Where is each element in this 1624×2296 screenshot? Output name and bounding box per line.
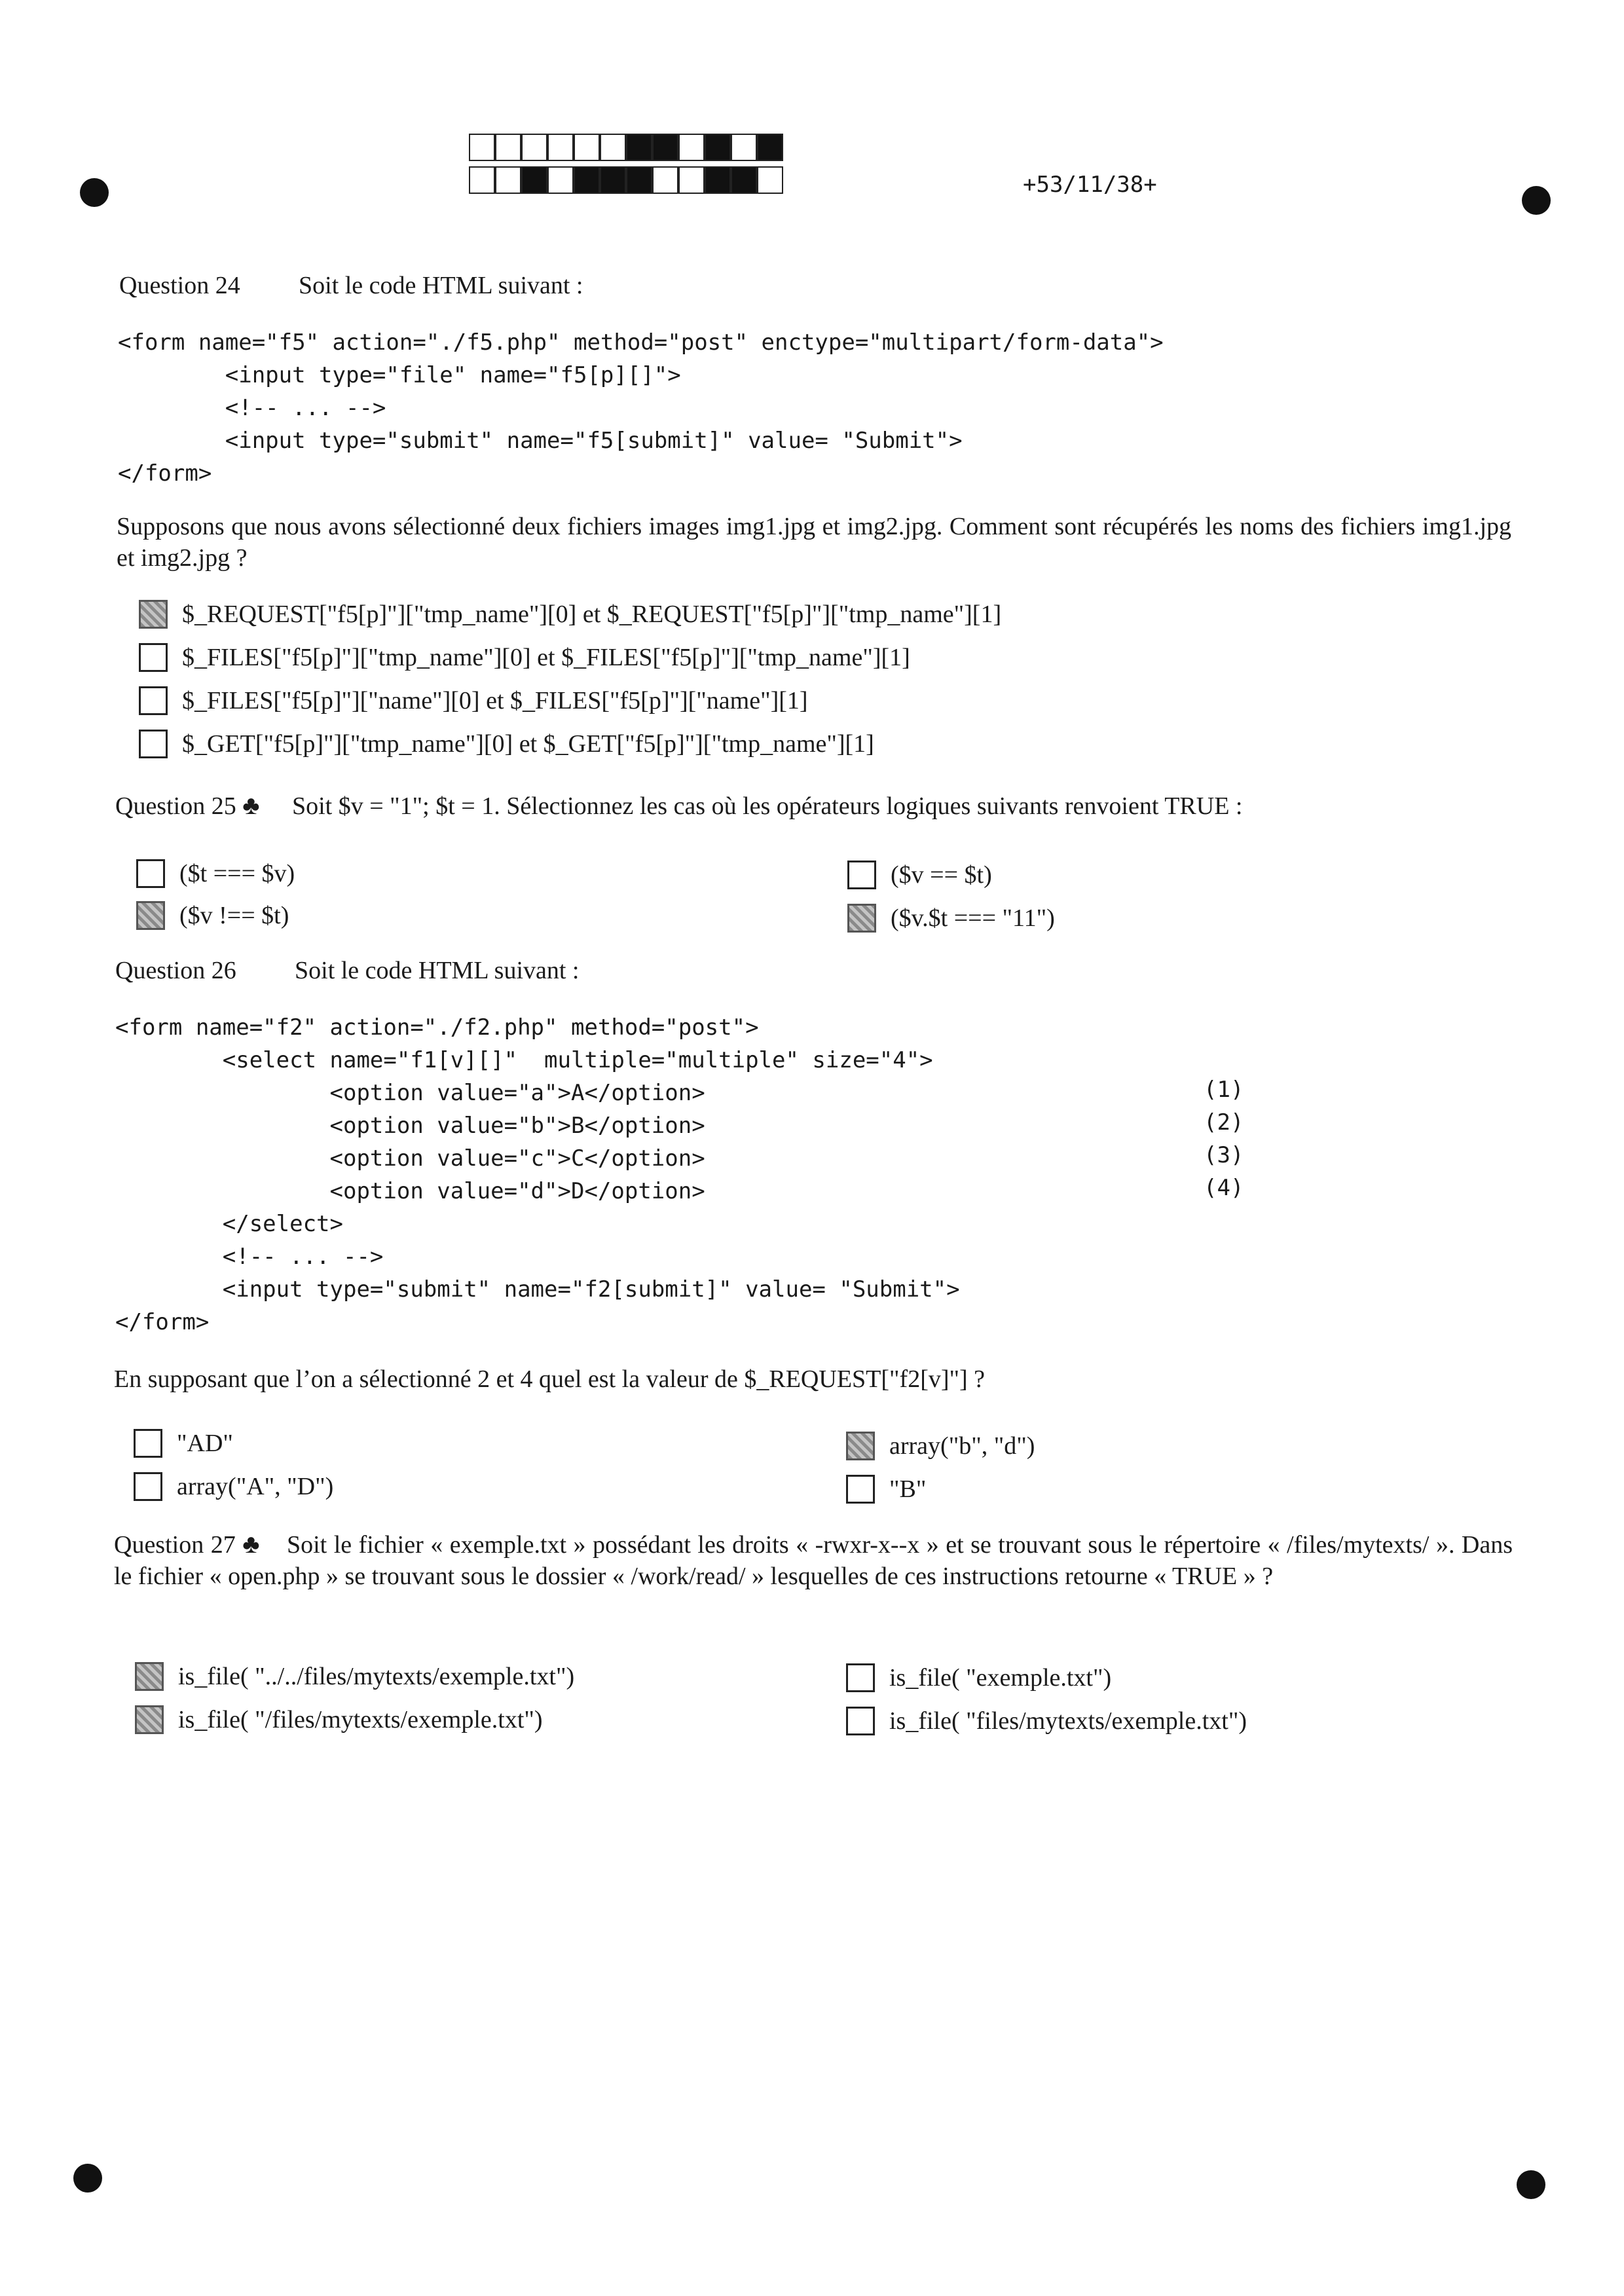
answer-option[interactable] bbox=[139, 682, 808, 719]
answer-option-label: ($v == $t) bbox=[891, 861, 992, 889]
question-25-label: Question 25 bbox=[115, 792, 236, 820]
code-line: <input type="submit" name="f2[submit]" value= "Submit"> bbox=[115, 1276, 960, 1303]
code-line: <!-- ... --> bbox=[118, 395, 386, 421]
code-line: </form> bbox=[118, 460, 212, 487]
answer-checkbox[interactable] bbox=[847, 904, 876, 933]
answer-checkbox[interactable] bbox=[135, 1662, 164, 1691]
question-24-intro: Soit le code HTML suivant : bbox=[299, 272, 583, 299]
answer-checkbox[interactable] bbox=[139, 643, 168, 672]
registration-dot-bottom-left bbox=[73, 2164, 102, 2193]
line-number-label: (4) bbox=[1204, 1175, 1244, 1201]
question-24-label: Question 24 bbox=[119, 272, 240, 299]
barcode-cell bbox=[495, 166, 521, 194]
barcode-cell bbox=[678, 134, 705, 161]
barcode-cell bbox=[469, 166, 495, 194]
line-number-label: (2) bbox=[1204, 1109, 1244, 1136]
barcode-cell bbox=[600, 166, 626, 194]
answer-checkbox[interactable] bbox=[139, 686, 168, 715]
barcode-cell bbox=[626, 166, 652, 194]
answer-option-label: array("A", "D") bbox=[177, 1473, 334, 1500]
question-26-intro: Soit le code HTML suivant : bbox=[295, 957, 580, 984]
answer-option[interactable] bbox=[847, 900, 1055, 936]
barcode-cell bbox=[495, 134, 521, 161]
answer-option-label: is_file( "files/mytexts/exemple.txt") bbox=[889, 1707, 1247, 1735]
code-line: <!-- ... --> bbox=[115, 1244, 384, 1270]
answer-checkbox[interactable] bbox=[846, 1432, 875, 1460]
answer-option[interactable] bbox=[139, 639, 910, 676]
answer-option-label: is_file( "/files/mytexts/exemple.txt") bbox=[178, 1706, 543, 1733]
code-line: <form name="f5" action="./f5.php" method="post" enctype="multipart/form-data"> bbox=[118, 329, 1164, 356]
code-line: <option value="d">D</option> bbox=[115, 1178, 705, 1204]
club-icon: ♣ bbox=[242, 1529, 261, 1559]
code-line: <select name="f1[v][]" multiple="multiple" size="4"> bbox=[115, 1047, 933, 1073]
barcode-cell bbox=[626, 134, 652, 161]
barcode-cell bbox=[731, 166, 757, 194]
answer-option[interactable] bbox=[139, 726, 874, 762]
question-27-text-block bbox=[114, 1528, 1513, 1592]
answer-option-label: ($v !== $t) bbox=[179, 902, 289, 929]
line-number-label: (3) bbox=[1204, 1142, 1244, 1168]
code-line: </form> bbox=[115, 1309, 210, 1335]
answer-option-label: "AD" bbox=[177, 1430, 233, 1457]
barcode-cell bbox=[705, 166, 731, 194]
question-25-intro: Soit $v = "1"; $t = 1. Sélectionnez les cas où les opérateurs logiques suivants renvoient TRUE : bbox=[291, 792, 1243, 820]
code-line: <form name="f2" action="./f2.php" method="post"> bbox=[115, 1014, 759, 1041]
question-27-text: Soit le fichier « exemple.txt » possédant les droits « -rwxr-x--x » et se trouvant sous le répertoire « /files/mytexts/ ». Dans le fichier « open.php » se trouvant sous le dossier « /work/read/ » lesquelles de ces instructions retourne « TRUE » ? bbox=[114, 1531, 1513, 1590]
barcode-cell bbox=[678, 166, 705, 194]
answer-checkbox[interactable] bbox=[139, 730, 168, 758]
code-line: <option value="a">A</option> bbox=[115, 1080, 705, 1106]
barcode-bottom-row bbox=[469, 166, 783, 194]
answer-option-label: ($v.$t === "11") bbox=[891, 904, 1055, 932]
answer-option[interactable] bbox=[134, 1468, 333, 1505]
barcode-cell bbox=[652, 134, 678, 161]
answer-checkbox[interactable] bbox=[134, 1429, 162, 1458]
answer-checkbox[interactable] bbox=[134, 1472, 162, 1501]
answer-option-label: $_FILES["f5[p]"]["name"][0] et $_FILES["f5[p]"]["name"][1] bbox=[182, 687, 808, 714]
answer-option[interactable] bbox=[136, 855, 295, 892]
code-line: <input type="submit" name="f5[submit]" value= "Submit"> bbox=[118, 428, 963, 454]
answer-option[interactable] bbox=[846, 1471, 926, 1508]
answer-option[interactable] bbox=[136, 897, 289, 934]
question-26-text: En supposant que l’on a sélectionné 2 et 4 quel est la valeur de $_REQUEST["f2[v]"] ? bbox=[114, 1365, 986, 1393]
answer-checkbox[interactable] bbox=[846, 1707, 875, 1735]
answer-checkbox[interactable] bbox=[139, 600, 168, 629]
barcode-cell bbox=[652, 166, 678, 194]
answer-checkbox[interactable] bbox=[135, 1705, 164, 1734]
answer-option-label: is_file( "../../files/mytexts/exemple.txt") bbox=[178, 1663, 575, 1690]
registration-dot-top-right bbox=[1522, 186, 1551, 215]
question-26-header bbox=[115, 956, 579, 985]
code-line: </select> bbox=[115, 1211, 343, 1237]
answer-option-label: $_GET["f5[p]"]["tmp_name"][0] et $_GET["f5[p]"]["tmp_name"][1] bbox=[182, 730, 874, 758]
barcode-cell bbox=[547, 134, 574, 161]
question-24-text: Supposons que nous avons sélectionné deux fichiers images img1.jpg et img2.jpg. Comment sont récupérés les noms des fichiers img1.jpg et img2.jpg ? bbox=[117, 513, 1511, 572]
barcode-cell bbox=[731, 134, 757, 161]
answer-option[interactable] bbox=[846, 1428, 1035, 1464]
barcode-cell bbox=[521, 166, 547, 194]
code-line: <option value="c">C</option> bbox=[115, 1145, 705, 1172]
answer-option[interactable] bbox=[846, 1703, 1247, 1739]
answer-option[interactable] bbox=[139, 596, 1001, 633]
question-26-label: Question 26 bbox=[115, 957, 236, 984]
answer-option-label: is_file( "exemple.txt") bbox=[889, 1664, 1112, 1692]
code-line: <option value="b">B</option> bbox=[115, 1113, 705, 1139]
answer-option-label: ($t === $v) bbox=[179, 860, 295, 887]
question-25-header bbox=[115, 790, 1242, 821]
answer-option-label: "B" bbox=[889, 1475, 927, 1503]
barcode-cell bbox=[600, 134, 626, 161]
club-icon: ♣ bbox=[242, 790, 260, 820]
answer-option[interactable] bbox=[846, 1659, 1111, 1696]
line-number-label: (1) bbox=[1204, 1077, 1244, 1103]
answer-checkbox[interactable] bbox=[136, 859, 165, 888]
question-26-code bbox=[115, 1011, 960, 1339]
barcode-cell bbox=[547, 166, 574, 194]
answer-checkbox[interactable] bbox=[846, 1663, 875, 1692]
question-24-header bbox=[119, 271, 583, 300]
question-24-code bbox=[118, 326, 1164, 490]
registration-dot-bottom-right bbox=[1517, 2170, 1545, 2199]
barcode-top-row bbox=[469, 134, 783, 161]
answer-option[interactable] bbox=[134, 1425, 233, 1462]
barcode-cell bbox=[469, 134, 495, 161]
answer-checkbox[interactable] bbox=[846, 1475, 875, 1504]
answer-checkbox[interactable] bbox=[847, 861, 876, 889]
barcode-cell bbox=[574, 134, 600, 161]
barcode-cell bbox=[574, 166, 600, 194]
barcode-cell bbox=[521, 134, 547, 161]
answer-option[interactable] bbox=[135, 1701, 543, 1738]
answer-checkbox[interactable] bbox=[136, 901, 165, 930]
barcode-cell bbox=[757, 166, 783, 194]
code-line: <input type="file" name="f5[p][]"> bbox=[118, 362, 681, 388]
answer-option-label: $_FILES["f5[p]"]["tmp_name"][0] et $_FILES["f5[p]"]["tmp_name"][1] bbox=[182, 644, 910, 671]
answer-option[interactable] bbox=[135, 1658, 574, 1695]
barcode-cell bbox=[757, 134, 783, 161]
registration-dot-top-left bbox=[80, 178, 109, 207]
answer-option[interactable] bbox=[847, 857, 992, 893]
barcode-cell bbox=[705, 134, 731, 161]
answer-option-label: $_REQUEST["f5[p]"]["tmp_name"][0] et $_REQUEST["f5[p]"]["tmp_name"][1] bbox=[182, 601, 1002, 628]
exam-id: +53/11/38+ bbox=[1023, 172, 1157, 198]
answer-option-label: array("b", "d") bbox=[889, 1432, 1035, 1460]
question-27-label: Question 27 bbox=[114, 1531, 236, 1559]
